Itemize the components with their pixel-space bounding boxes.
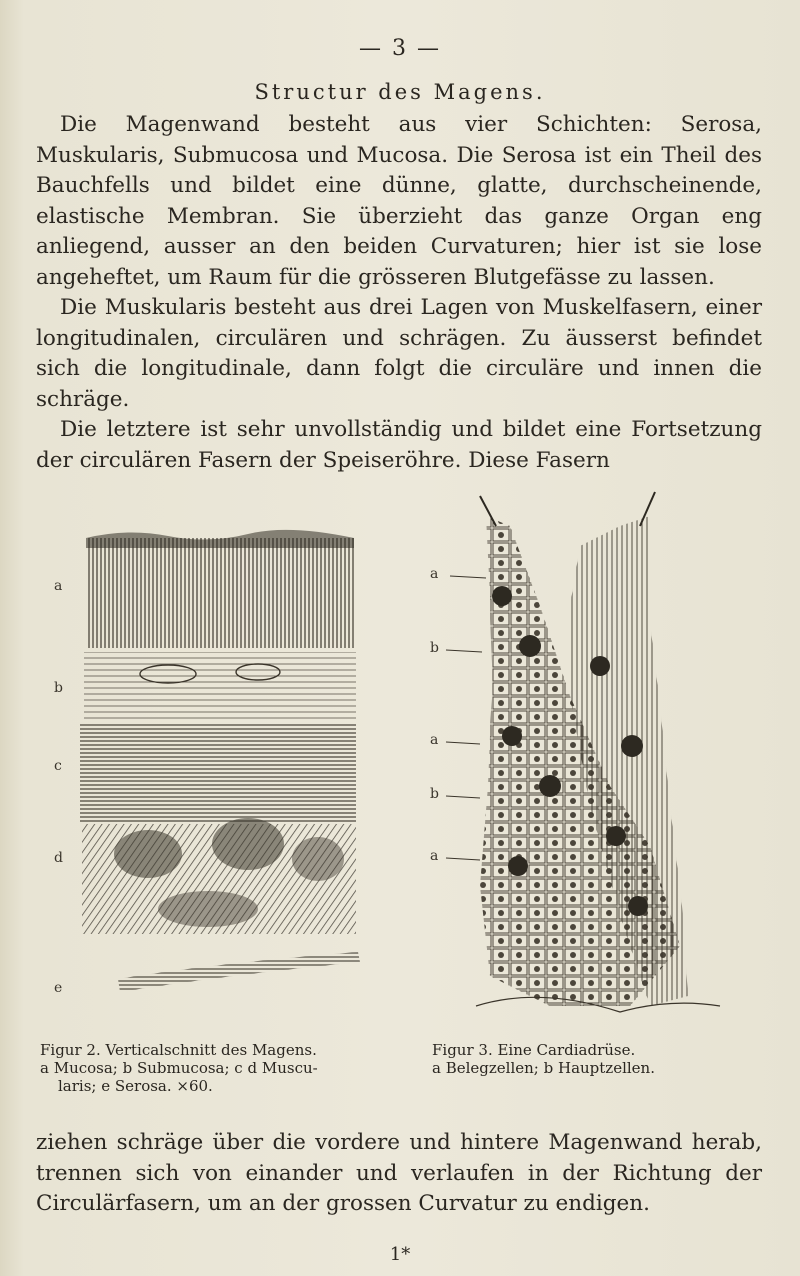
figure-2-label: c [54,758,62,774]
cardiac-gland-drawing [420,486,740,1016]
paragraph: ziehen schräge über die vordere und hintere Magenwand herab, trennen sich von einander und verlaufen in der Richtung der Circulärfasern, um an der grossen Curvatur zu endigen. [36,1130,762,1216]
figure-2-label: e [54,980,63,996]
signature-mark: 1* [389,1244,411,1265]
figure-3-label: a [430,732,439,748]
figure-3-caption [432,1041,732,1077]
paragraph: Die letztere ist sehr unvollständig und bildet eine Fortsetzung der circulären Fasern der Speiseröhre. Diese Fasern [36,417,762,473]
paragraph: Die Magenwand besteht aus vier Schichten: Serosa, Muskularis, Submucosa und Mucosa. Die Serosa ist ein Theil des Bauchfells und bildet eine dünne, glatte, durchscheinende, elastische Membran. Sie überzieht das ganze Organ eng anliegend, ausser an den beiden Curvaturen; hier ist sie lose angeheftet, um Raum für die grösseren Blutgefässe zu lassen. [36,112,762,290]
figure-2-label: a [54,578,63,594]
body-text-bottom [36,1128,762,1220]
stomach-section-drawing [48,524,378,1004]
caption-line: Figur 3. Eine Cardiadrüse. [432,1041,636,1059]
figure-2-illustration [48,524,378,1004]
body-text-top [36,110,762,476]
paragraph: Die Muskularis besteht aus drei Lagen von Muskelfasern, einer longitudinalen, circulären und schrägen. Zu äusserst befindet sich die longitudinale, dann folgt die circuläre und innen die schräge. [36,295,762,412]
caption-line: a Belegzellen; b Hauptzellen. [432,1059,655,1077]
figure-3-label: b [430,786,439,802]
figure-2-caption [40,1041,370,1095]
section-heading: Structur des Magens. [254,80,546,104]
figure-3-label: b [430,640,439,656]
caption-line: Figur 2. Verticalschnitt des Magens. [40,1041,317,1059]
caption-line: a Mucosa; b Submucosa; c d Muscu- [40,1059,318,1077]
figure-3-label: a [430,566,439,582]
page-number: — 3 — [359,36,441,61]
figure-3-label: a [430,848,439,864]
figure-3-illustration [420,486,740,1016]
figure-2-label: d [54,850,63,866]
caption-line: laris; e Serosa. ×60. [58,1077,213,1095]
figure-2-label: b [54,680,63,696]
